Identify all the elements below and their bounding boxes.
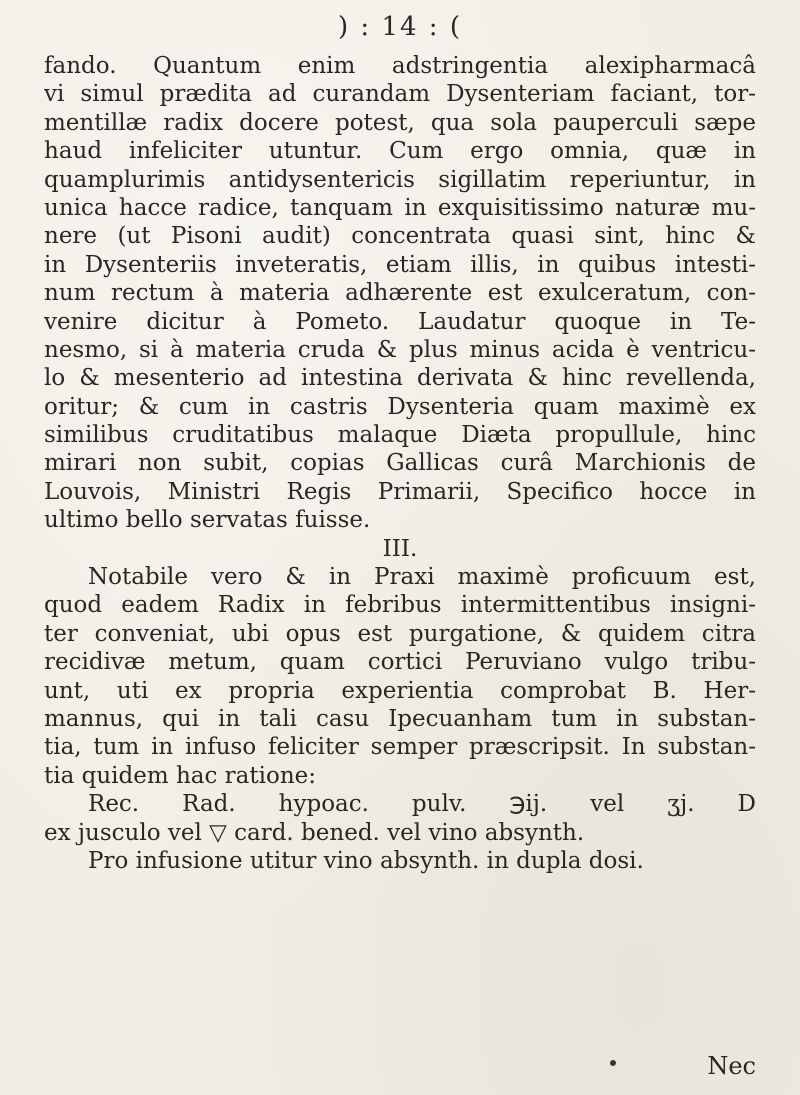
ink-spot: [610, 1060, 616, 1066]
text-line: tia, tum in infuso feliciter semper præscripsit. In substan-: [44, 734, 756, 761]
text-line: unica hacce radice, tanquam in exquisitissimo naturæ mu-: [44, 194, 756, 221]
catchword: Nec: [707, 1052, 756, 1080]
text-line: Notabile vero & in Praxi maximè proficuum est,: [88, 564, 756, 591]
body-text: [44, 52, 756, 875]
text-line: mentillæ radix docere potest, qua sola pauperculi sæpe: [44, 109, 756, 136]
text-line: recidivæ metum, quam cortici Peruviano vulgo tribu-: [44, 649, 756, 676]
text-line: ter conveniat, ubi opus est purgatione, & quidem citra: [44, 620, 756, 647]
text-line: venire dicitur à Pometo. Laudatur quoque in Te-: [44, 308, 756, 335]
text-line: ex jusculo vel ▽ card. bened. vel vino absynth.: [44, 819, 585, 846]
text-line: oritur; & cum in castris Dysenteria quam maximè ex: [44, 393, 756, 420]
text-line: in Dysenteriis inveteratis, etiam illis, in quibus intesti-: [44, 251, 756, 278]
text-line: vi simul prædita ad curandam Dysenteriam faciant, tor-: [44, 81, 756, 108]
text-line: unt, uti ex propria experientia comprobat B. Her-: [44, 677, 756, 704]
text-line: lo & mesenterio ad intestina derivata & hinc revellenda,: [44, 365, 756, 392]
text-line: mannus, qui in tali casu Ipecuanham tum in substan-: [44, 705, 756, 732]
text-line: quod eadem Radix in febribus intermittentibus insigni-: [44, 592, 756, 619]
text-line: nesmo, si à materia cruda & plus minus acida è ventricu-: [44, 336, 756, 363]
text-line: similibus cruditatibus malaque Diæta propullule, hinc: [44, 422, 756, 449]
text-line: num rectum à materia adhærente est exulceratum, con-: [44, 280, 756, 307]
text-line: Pro infusione utitur vino absynth. in dupla dosi.: [88, 847, 644, 874]
text-line: tia quidem hac ratione:: [44, 762, 317, 789]
page-number: ) : 14 : (: [338, 12, 462, 42]
text-line: Louvois, Ministri Regis Primarii, Specifico hocce in: [44, 478, 756, 505]
text-line: mirari non subit, copias Gallicas curâ Marchionis de: [44, 450, 756, 477]
text-line: quamplurimis antidysentericis sigillatim reperiuntur, in: [44, 166, 756, 193]
prescription-line: Rec. Rad. hypoac. pulv. ℈ij. vel ʒj. D: [88, 791, 756, 818]
text-line: ultimo bello servatas fuisse.: [44, 507, 371, 534]
text-line: haud infeliciter utuntur. Cum ergo omnia, quæ in: [44, 138, 756, 165]
text-line: fando. Quantum enim adstringentia alexipharmacâ: [44, 53, 756, 79]
text-line: nere (ut Pisoni audit) concentrata quasi sint, hinc &: [44, 223, 756, 250]
section-number: III.: [382, 535, 418, 562]
